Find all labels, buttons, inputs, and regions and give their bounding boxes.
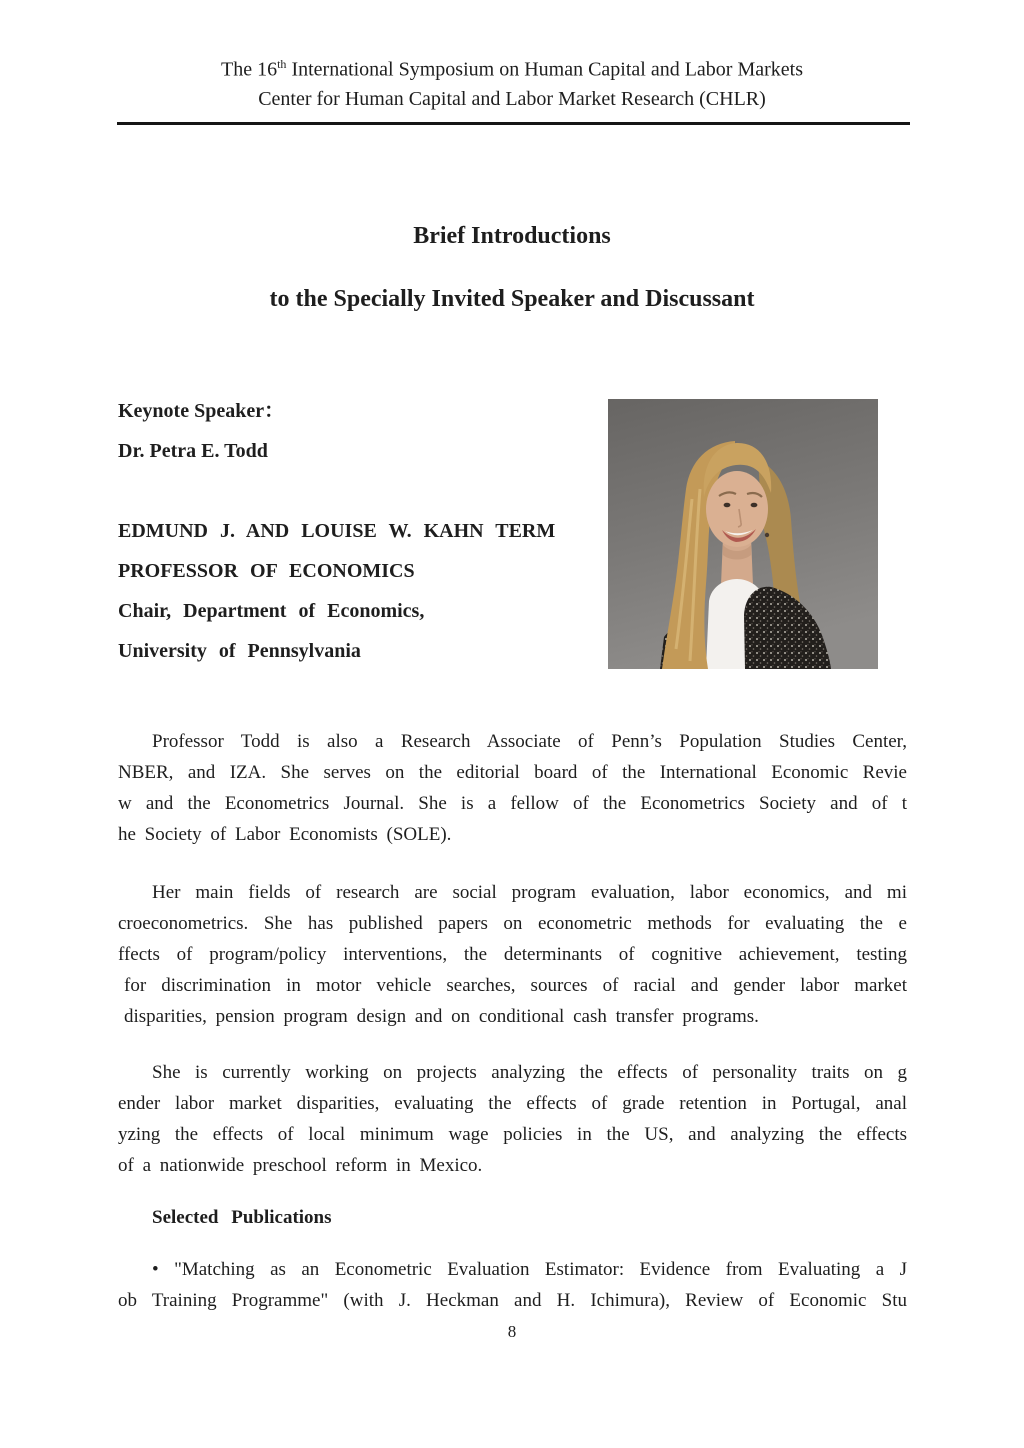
spacer (118, 471, 588, 511)
speaker-position-line: University of Pennsylvania (118, 639, 361, 662)
speaker-position-line: EDMUND J. AND LOUISE W. KAHN TERM (118, 519, 556, 542)
body-text (118, 726, 907, 1316)
page-subtitle: to the Specially Invited Speaker and Discussant (269, 285, 755, 312)
face (706, 471, 768, 547)
publication-item (118, 1254, 907, 1316)
eye-right (751, 502, 758, 507)
paragraph-line: ffects of program/policy interventions, the determinants of cognitive achievement, testing (118, 943, 907, 965)
publication-line: ob Training Programme" (with J. Heckman and H. Ichimura), Review of Economic Stu (118, 1289, 907, 1311)
eye-left (724, 502, 731, 507)
header-line-1-superscript: th (277, 57, 287, 71)
paragraph-line: NBER, and IZA. She serves on the editorial board of the International Economic Revie (118, 761, 907, 783)
paragraph-2 (118, 877, 907, 1032)
speaker-photo (608, 399, 878, 669)
publication-line: • "Matching as an Econometric Evaluation Estimator: Evidence from Evaluating a J (152, 1258, 907, 1280)
header-line-1-prefix: The 16 (221, 58, 278, 81)
paragraph-line: for discrimination in motor vehicle searches, sources of racial and gender labor market (124, 974, 907, 996)
paragraph-line: w and the Econometrics Journal. She is a fellow of the Econometrics Society and of t (118, 792, 907, 814)
page-number: 8 (507, 1321, 517, 1341)
paragraph-line: croeconometrics. She has published papers on econometric methods for evaluating the e (118, 912, 907, 934)
speaker-position-line: Chair, Department of Economics, (118, 599, 425, 622)
paragraph-line: yzing the effects of local minimum wage policies in the US, and analyzing the effects (118, 1123, 907, 1145)
earring (765, 532, 769, 536)
header-rule (117, 122, 910, 125)
page-header (0, 0, 1024, 114)
header-line-1-suffix: International Symposium on Human Capital and Labor Markets (286, 58, 803, 81)
header-line-2: Center for Human Capital and Labor Market Research (CHLR) (258, 87, 766, 110)
speaker-name: Dr. Petra E. Todd (118, 439, 268, 462)
speaker-section (118, 391, 908, 671)
page-title: Brief Introductions (413, 222, 611, 249)
speaker-info (118, 391, 588, 671)
paragraph-3 (118, 1057, 907, 1181)
paragraph-line: of a nationwide preschool reform in Mexico. (118, 1154, 483, 1176)
portrait-illustration (608, 399, 878, 669)
paragraph-line: Her main fields of research are social program evaluation, labor economics, and mi (152, 881, 907, 903)
paragraph-line: ender labor market disparities, evaluating the effects of grade retention in Portugal, anal (118, 1092, 907, 1114)
speaker-label: Keynote Speaker： (118, 399, 285, 422)
paragraph-line: She is currently working on projects analyzing the effects of personality traits on g (152, 1061, 907, 1083)
publications-heading: Selected Publications (152, 1206, 332, 1228)
paragraph-line: he Society of Labor Economists (SOLE). (118, 823, 452, 845)
header-line-1 (0, 50, 1024, 85)
paragraph-line: disparities, pension program design and on conditional cash transfer programs. (124, 1005, 759, 1027)
paragraph-1 (118, 726, 907, 850)
paragraph-line: Professor Todd is also a Research Associate of Penn’s Population Studies Center, (152, 730, 907, 752)
speaker-position-line: PROFESSOR OF ECONOMICS (118, 559, 415, 582)
